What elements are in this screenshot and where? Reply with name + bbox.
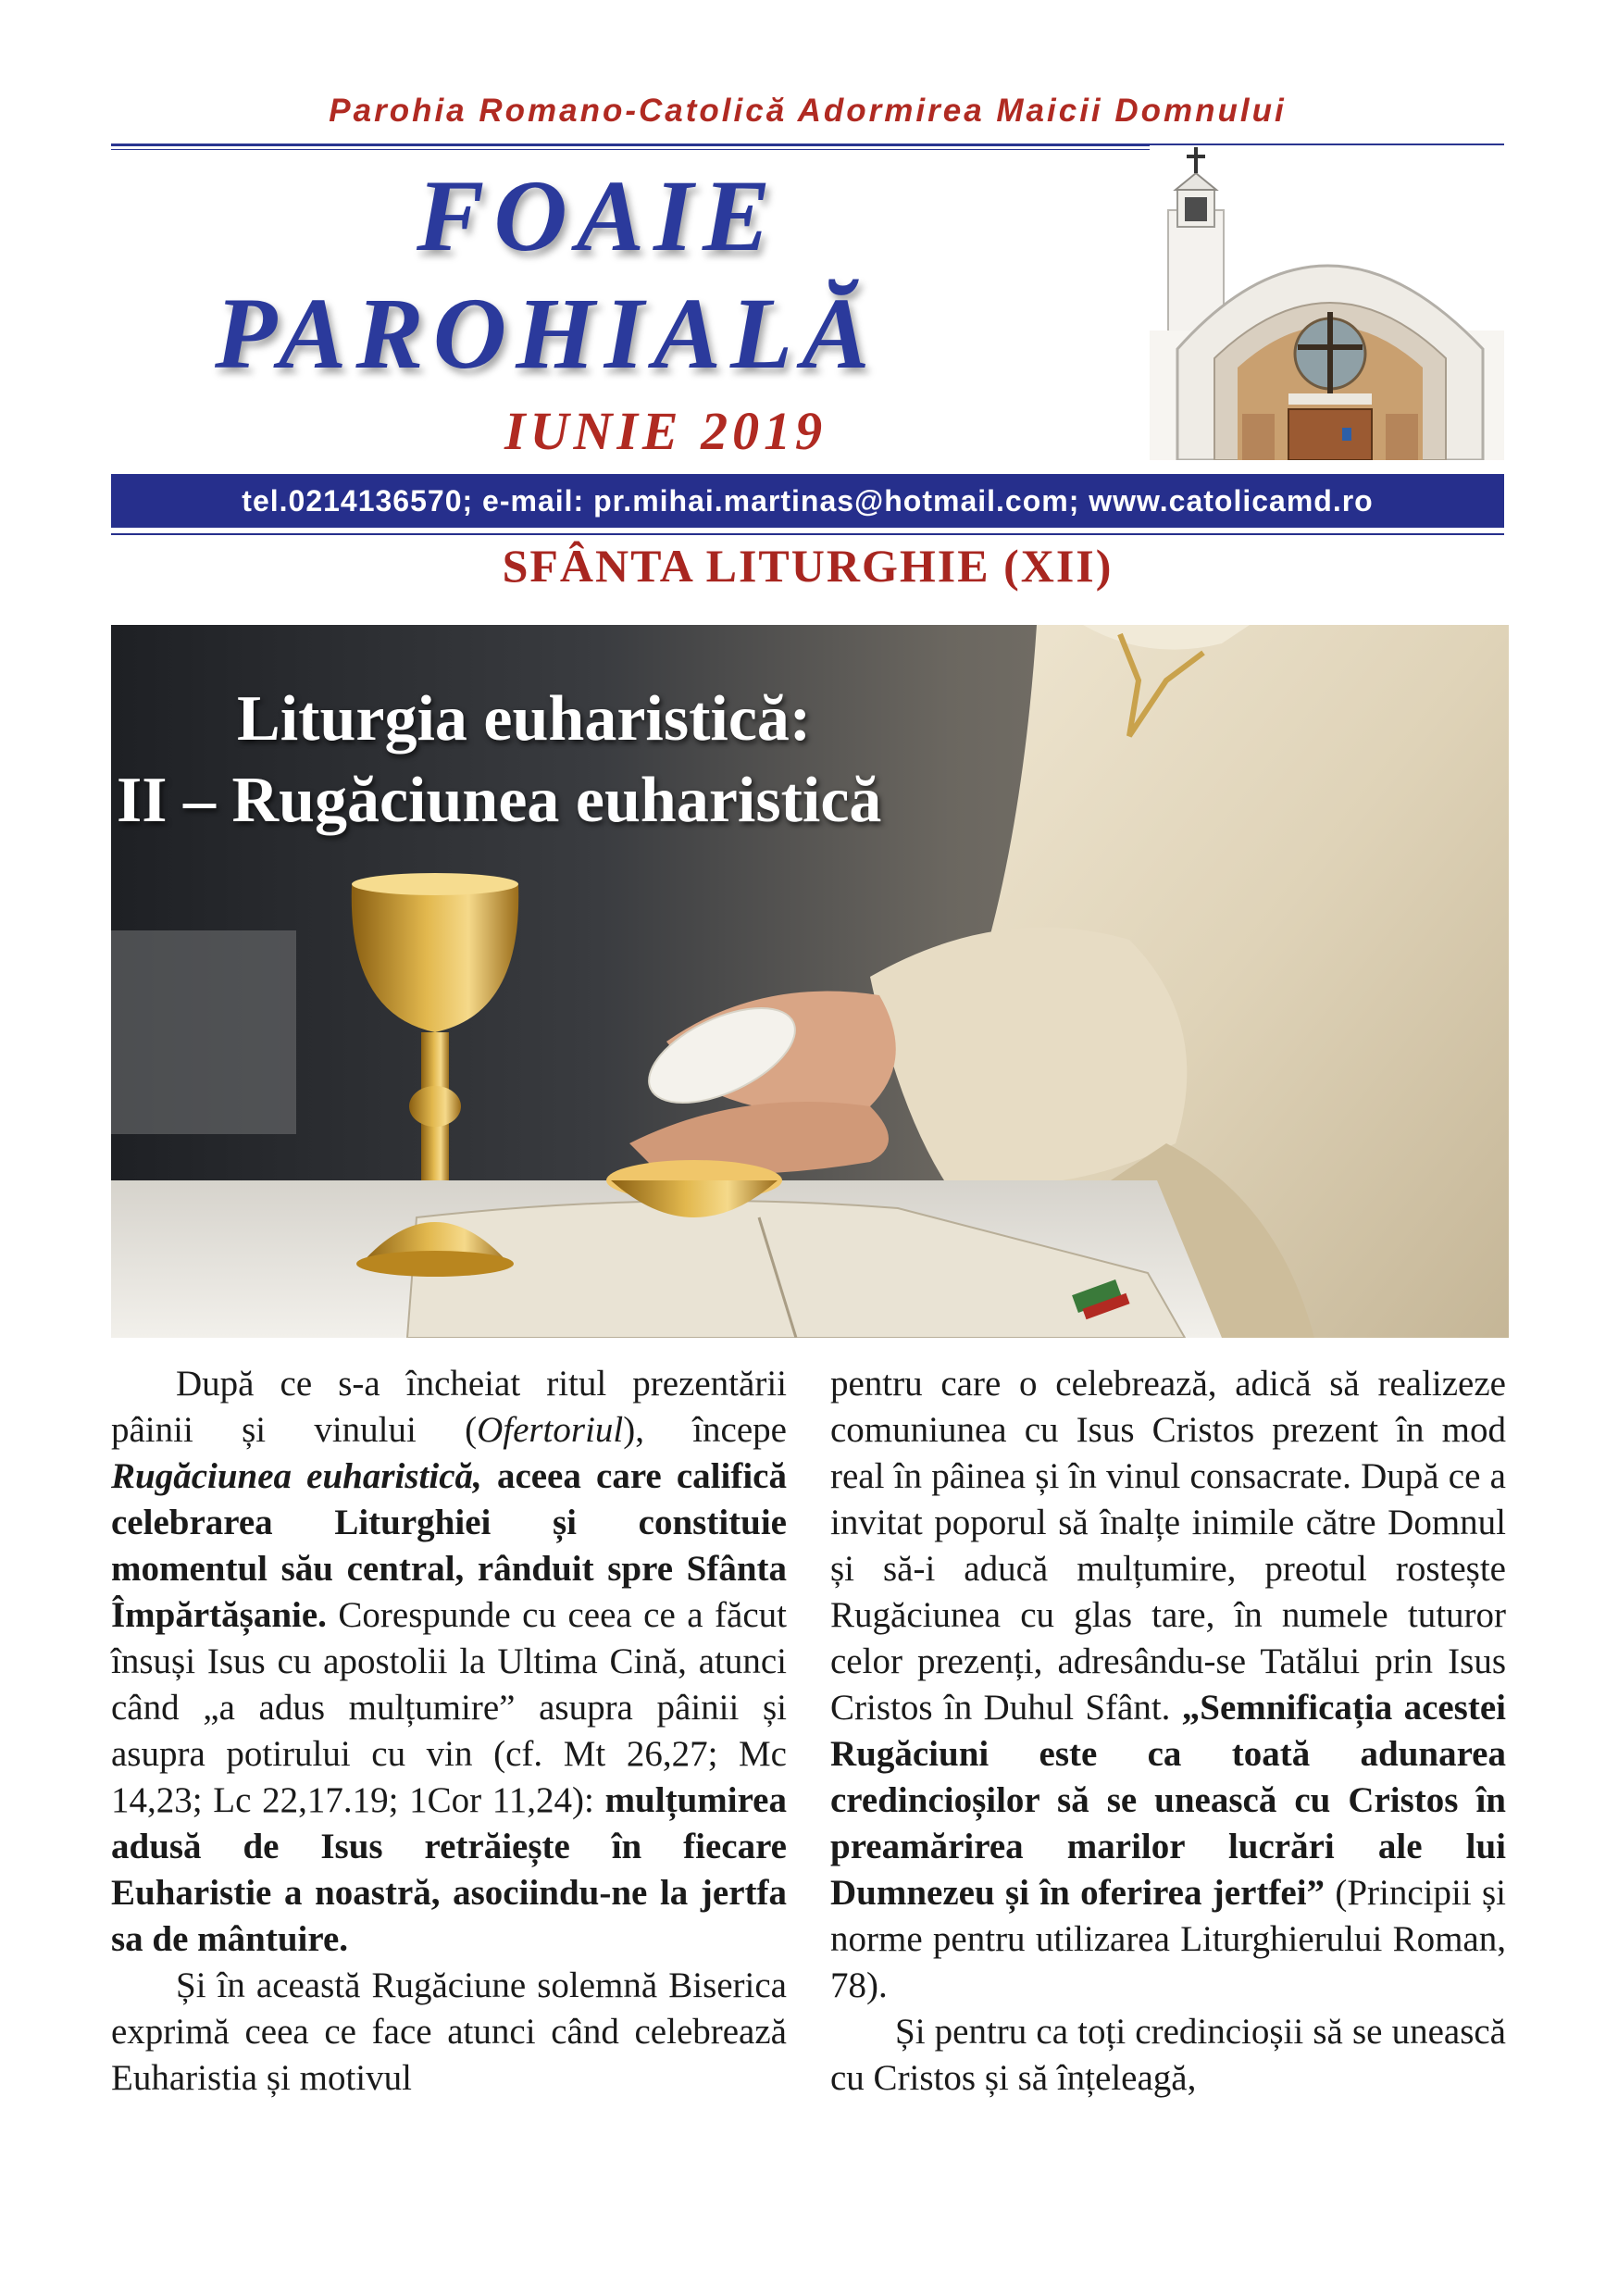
text-run: pentru care o celebrează, adică să realizeze comuniunea cu Isus Cristos prezent în mod real în pâinea și în vinul consacrate. După ce a invitat poporul să înalțe inimile către Domnul și să-i aducă mulțumire, preotul rostește Rugăciunea cu glas tare, în numele tuturor celor prezenți, adresându-se Tatălui prin Isus Cristos în Duhul Sfânt.: [830, 1364, 1506, 1728]
text-run: Corespunde cu ceea ce a făcut însuși Isus cu apostolii la Ultima Cină, atunci când „a adus mulțumire” asupra pâinii și asupra potirului cu vin (cf. Mt 26,27; Mc 14,23; Lc 22,17.19; 1Cor 11,24):: [111, 1595, 787, 1820]
masthead-title-line2: PAROHIALĂ: [215, 277, 879, 390]
article-paragraph: Și pentru ca toți credincioșii să se unească cu Cristos și să înțeleagă,: [830, 2012, 1506, 2098]
text-run-bold: „Semnificația acestei Rugăciuni este ca toată adunarea credincioșilor să se unească cu Cristos în preamărirea marilor lucrări ale lui Dumnezeu și în oferirea jertfei”: [830, 1688, 1506, 1913]
masthead-title-line1: FOAIE: [417, 159, 780, 272]
article-column-right: [830, 1361, 1506, 2102]
text-run: ), începe: [623, 1410, 787, 1450]
text-run: După ce s-a încheiat ritul prezentării pâinii și vinului (: [111, 1364, 787, 1450]
church-photo: [1150, 145, 1504, 460]
hero-title-line1: Liturgia euharistică:: [237, 683, 812, 755]
text-run-italic: Ofertoriul: [477, 1410, 624, 1450]
text-run: (Principii și norme pentru utilizarea Liturghierului Roman, 78).: [830, 1873, 1506, 2005]
contact-bar: tel.0214136570; e-mail: pr.mihai.martinas@hotmail.com; www.catolicamd.ro: [111, 474, 1504, 528]
parish-name: Parohia Romano-Catolică Adormirea Maicii Domnului: [329, 93, 1287, 129]
text-run-bold: mulțumirea adusă de Isus retrăiește în fiecare Euharistie a noastră, asociindu-ne la jertfa sa de mântuire.: [111, 1780, 787, 1959]
article-paragraph: Și în această Rugăciune solemnă Biserica exprimă ceea ce face atunci când celebrează Euharistia și motivul: [111, 1965, 787, 2098]
article-column-left: [111, 1361, 787, 2102]
hero-title-line2: II – Rugăciunea euharistică: [117, 765, 882, 836]
text-run-bold-italic: Rugăciunea euharistică,: [111, 1456, 482, 1496]
contact-rule: [111, 533, 1504, 535]
issue-date: IUNIE 2019: [504, 401, 828, 461]
section-title: SFÂNTA LITURGHIE (XII): [502, 540, 1114, 592]
hero-image: [111, 625, 1509, 1338]
text-run-bold: aceea care califică celebrarea Liturghiei și constituie momentul său central, rânduit spre Sfânta Împărtășanie.: [111, 1456, 787, 1635]
article-paragraph: [830, 1361, 1506, 2009]
article-paragraph: [111, 1361, 787, 1963]
